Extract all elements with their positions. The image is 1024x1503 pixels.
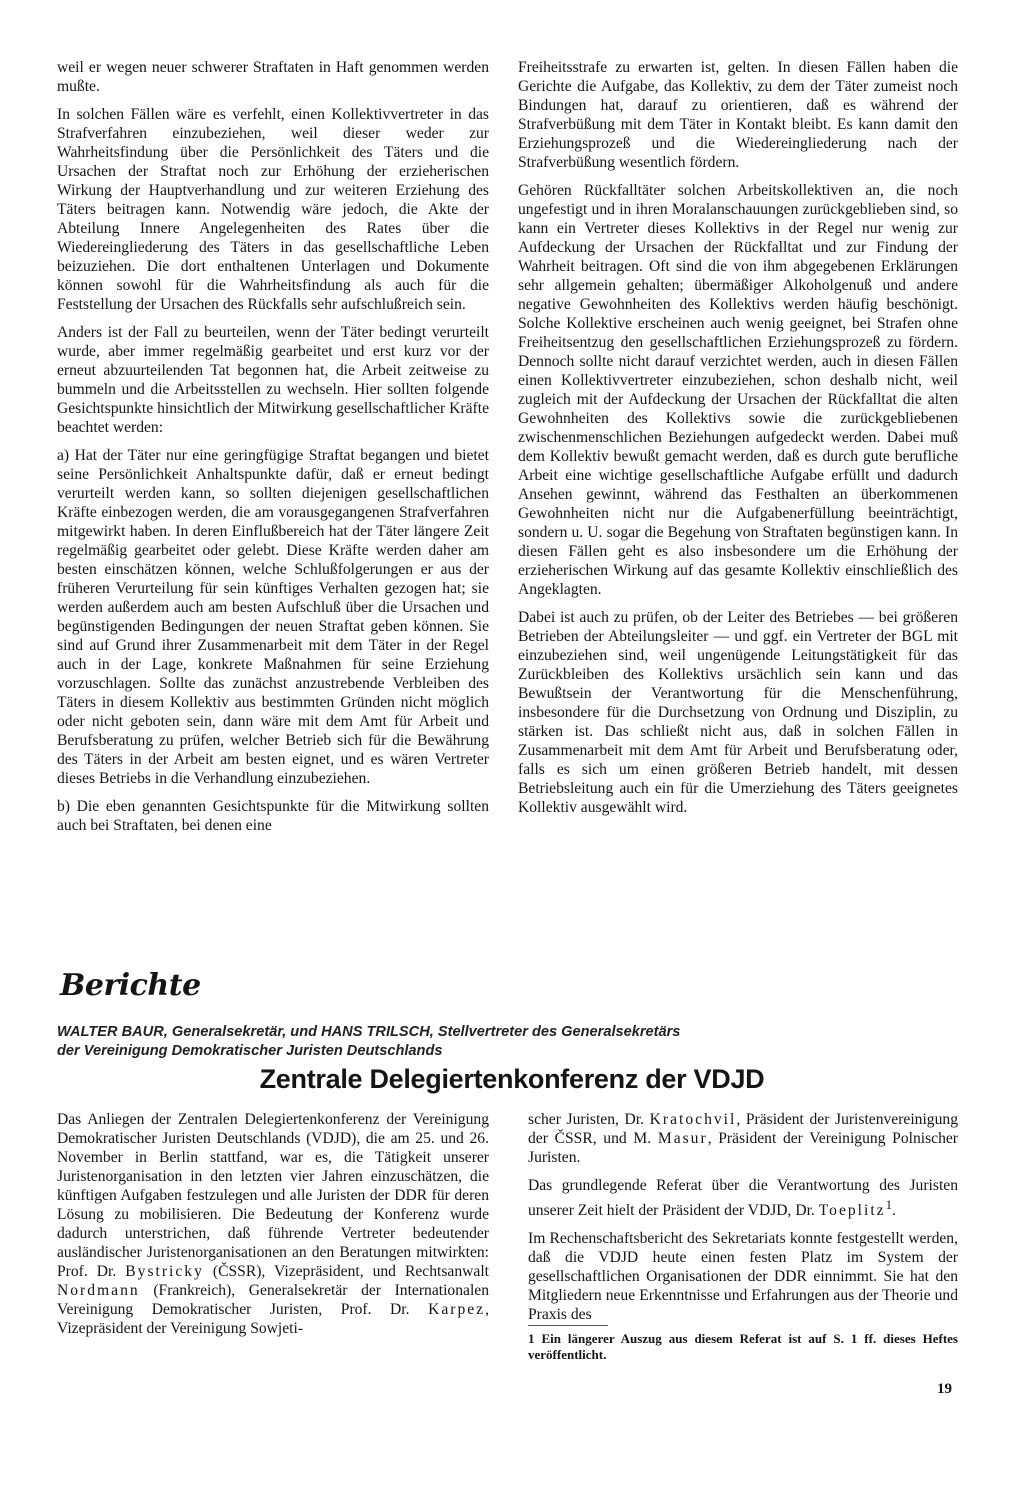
text-run: Das grundlegende Referat über die Verantwortung des Juristen unserer Zeit hielt der Präsident der VDJD, Dr. xyxy=(528,1177,958,1220)
author-line: WALTER BAUR, Generalsekretär, und HANS TRILSCH, Stellvertreter des Generalsekretärs xyxy=(57,1024,681,1040)
author-line: der Vereinigung Demokratischer Juristen Deutschlands xyxy=(57,1043,443,1059)
person-name: Nordmann xyxy=(57,1282,140,1299)
person-name: Toeplitz xyxy=(818,1202,886,1220)
person-name: Masur xyxy=(657,1130,708,1147)
paragraph xyxy=(528,1176,958,1220)
paragraph: Anders ist der Fall zu beurteilen, wenn der Täter bedingt verurteilt wurde, aber immer regelmäßig gearbeitet und erst kurz vor der erneut abzuurteilenden Tat begonnen hat, die Arbeit zeitweise zu bummeln und die Arbeitsstellen zu wechseln. Hier sollten folgende Gesichtspunkte hinsichtlich der Mitwirkung gesellschaftlicher Kräfte beachtet werden: xyxy=(57,324,489,436)
paragraph: Im Rechenschaftsbericht des Sekretariats konnte festgestellt werden, daß die VDJD heute einen festen Platz im System der gesellschaftlichen Organisationen der DDR einnimmt. Sie hat den Mitgliedern neue Erkenntnisse und Erfahrungen aus der Theorie und Praxis des xyxy=(528,1230,958,1324)
left-column-bottom xyxy=(57,1110,489,1347)
text-run: , Präsident der Juristenvereinigung der ČSSR, und M. xyxy=(528,1111,958,1147)
paragraph: Gehören Rückfalltäter solchen Arbeitskollektiven an, die noch ungefestigt und in ihren Moralanschauungen zurückgeblieben sind, so kann ein Vertreter dieses Kollektivs in der Regel nur wenig zur Aufdeckung der Ursachen der Rückfalltat und zur Findung der Wahrheit beitragen. Oft sind die von ihm abgegebenen Erklärungen sehr allgemein gehalten; übermäßiger Alkoholgenuß und andere negative Gewohnheiten des Kollektivs werden häufig beschönigt. Solche Kollektive erscheinen auch wenig geeignet, bei Strafen ohne Freiheitsentzug den gesellschaftlichen Erziehungsprozeß zu fördern. Dennoch sollte nicht darauf verzichtet werden, auch in diesen Fällen einen Kollektivvertreter einzubeziehen, schon deshalb nicht, weil zugleich mit der Aufdeckung der Ursachen der Rückfalltat die alten Gewohnheiten des Kollektivs sowie die zurückgebliebenen zwischenmenschlichen Beziehungen aufgedeckt werden. Dabei muß dem Kollektiv bewußt gemacht werden, daß es durch gute berufliche Arbeit eine wichtige gesellschaftliche Aufgabe erfüllt und dadurch Ansehen gewinnt, während das Festhalten an überkommenen Gewohnheiten nicht nur die Aufgabenerfüllung beeinträchtigt, sondern u. U. sogar die Begehung von Straftaten begünstigen kann. In diesen Fällen geht es also insbesondere um die Erhöhung der erzieherischen Wirkung auf das gesamte Kollektiv einschließlich des Angeklagten. xyxy=(518,182,958,598)
paragraph xyxy=(57,1110,489,1338)
right-column-top xyxy=(518,58,958,826)
text-run: , Vizepräsident der Vereinigung Sowjeti- xyxy=(57,1301,489,1337)
left-column-top xyxy=(57,58,489,844)
footnote-divider xyxy=(528,1325,608,1326)
article-title: Zentrale Delegiertenkonferenz der VDJD xyxy=(259,1064,765,1094)
person-name: Kratochvil xyxy=(649,1111,737,1128)
right-column-bottom xyxy=(528,1110,958,1333)
person-name: Bystricky xyxy=(125,1263,204,1280)
footnote: 1 Ein längerer Auszug aus diesem Referat ist auf S. 1 ff. dieses Heftes veröffentlicht. xyxy=(528,1331,958,1362)
text-run: . xyxy=(892,1202,897,1220)
section-heading: Berichte xyxy=(60,968,201,1003)
text-run: (ČSSR), Vizepräsident, und Rechtsanwalt xyxy=(212,1263,489,1280)
paragraph: Freiheitsstrafe zu erwarten ist, gelten. In diesen Fällen haben die Gerichte die Aufgabe, das Kollektiv, zu dem der Täter zumeist noch Bindungen hat, darauf zu orientieren, daß es während der Strafverbüßung mit dem Täter in Kontakt bleibt. Es kann damit den Erziehungsprozeß und die Wiedereingliederung nach der Strafverbüßung wesentlich fördern. xyxy=(518,59,958,171)
paragraph: b) Die eben genannten Gesichtspunkte für die Mitwirkung sollten auch bei Straftaten, bei denen eine xyxy=(57,798,489,834)
paragraph: a) Hat der Täter nur eine geringfügige Straftat begangen und bietet seine Persönlichkeit Anhaltspunkte dafür, daß er erneut bedingt verurteilt werden kann, so sollten diejenigen gesellschaftlichen Kräfte einbezogen werden, die am vorausgegangenen Strafverfahren mitgewirkt haben. In deren Einflußbereich hat der Täter längere Zeit regelmäßig gearbeitet oder gelebt. Diese Kräfte werden daher am besten einschätzen können, welche Schlußfolgerungen er aus der früheren Verurteilung für sein künftiges Verhalten gezogen hat; sie werden außerdem auch am besten Aufschluß über die Ursachen und begünstigenden Bedingungen der neuen Straftat geben können. Sie sind auf Grund ihrer Zusammenarbeit mit dem Täter in der Regel auch in der Lage, konkrete Maßnahmen für seine Erziehung vorzuschlagen. Sollte das zunächst anzustrebende Verbleiben des Täters in diesem Kollektiv aus bestimmten Gründen nicht möglich oder nicht geboten sein, dann wäre mit dem Amt für Arbeit und Berufsberatung zu prüfen, welcher Betrieb sich für die Bewährung des Täters in der Arbeit am besten eignet, und es wären Vertreter dieses Betriebs in die Verhandlung einzubeziehen. xyxy=(57,447,489,787)
paragraph: weil er wegen neuer schwerer Straftaten in Haft genommen werden mußte. xyxy=(57,59,489,95)
footnote-marker: 1 xyxy=(885,1197,893,1212)
text-run: , Präsident der Vereinigung Polnischer Juristen. xyxy=(528,1130,958,1166)
page-number: 19 xyxy=(937,1381,952,1397)
person-name: Karpez xyxy=(428,1301,486,1318)
text-run: (Frankreich), Generalsekretär der Internationalen Vereinigung Demokratischer Juristen, Prof. Dr. xyxy=(57,1282,489,1318)
text-run: Das Anliegen der Zentralen Delegiertenkonferenz der Vereinigung Demokratischer Juristen Deutschlands (VDJD), die am 25. und 26. November in Berlin stattfand, war es, die Tätigkeit unserer Juristenorganisation in den letzten vier Jahren einzuschätzen, die künftigen Aufgaben festzulegen und alle Juristen der DDR für deren Lösung zu mobilisieren. Die Bedeutung der Konferenz wurde dadurch unterstrichen, daß führende Vertreter bedeutender ausländischer Juristenorganisationen an den Beratungen mitwirkten: Prof. Dr. xyxy=(57,1111,489,1280)
text-run: scher Juristen, Dr. xyxy=(528,1111,645,1128)
author-byline xyxy=(57,1023,947,1061)
paragraph: In solchen Fällen wäre es verfehlt, einen Kollektivvertreter in das Strafverfahren einzubeziehen, weil dieser weder zur Wahrheitsfindung über die Persönlichkeit des Täters und die Ursachen der Straftat noch zur Erhöhung der erzieherischen Wirkung der Hauptverhandlung und zur weiteren Erziehung des Täters beitragen kann. Notwendig wäre jedoch, die Akte der Abteilung Innere Angelegenheiten des Rates über die Wiedereingliederung des Täters in das gesellschaftliche Leben beizuziehen. Die dort enthaltenen Unterlagen und Dokumente können sowohl für die Wahrheitsfindung als auch für die Feststellung der Ursachen des Rückfalls sehr aufschlußreich sein. xyxy=(57,106,489,313)
paragraph: Dabei ist auch zu prüfen, ob der Leiter des Betriebes — bei größeren Betrieben der Abteilungsleiter — und ggf. ein Vertreter der BGL mit einzubeziehen sind, weil ungenügende Leitungstätigkeit für das Zurückbleiben des Kollektivs ursächlich sein kann und das Bewußtsein der Verantwortung für die Menschenführung, insbesondere für die Durchsetzung von Ordnung und Disziplin, zu stärken ist. Das schließt nicht aus, daß in solchen Fällen in Zusammenarbeit mit dem Amt für Arbeit und Berufsberatung oder, falls es sich um einen größeren Betrieb handelt, mit dessen Betriebsleitung auch ein für die Umerziehung des Täters geeignetes Kollektiv ausgewählt wird. xyxy=(518,609,958,816)
paragraph xyxy=(528,1110,958,1167)
